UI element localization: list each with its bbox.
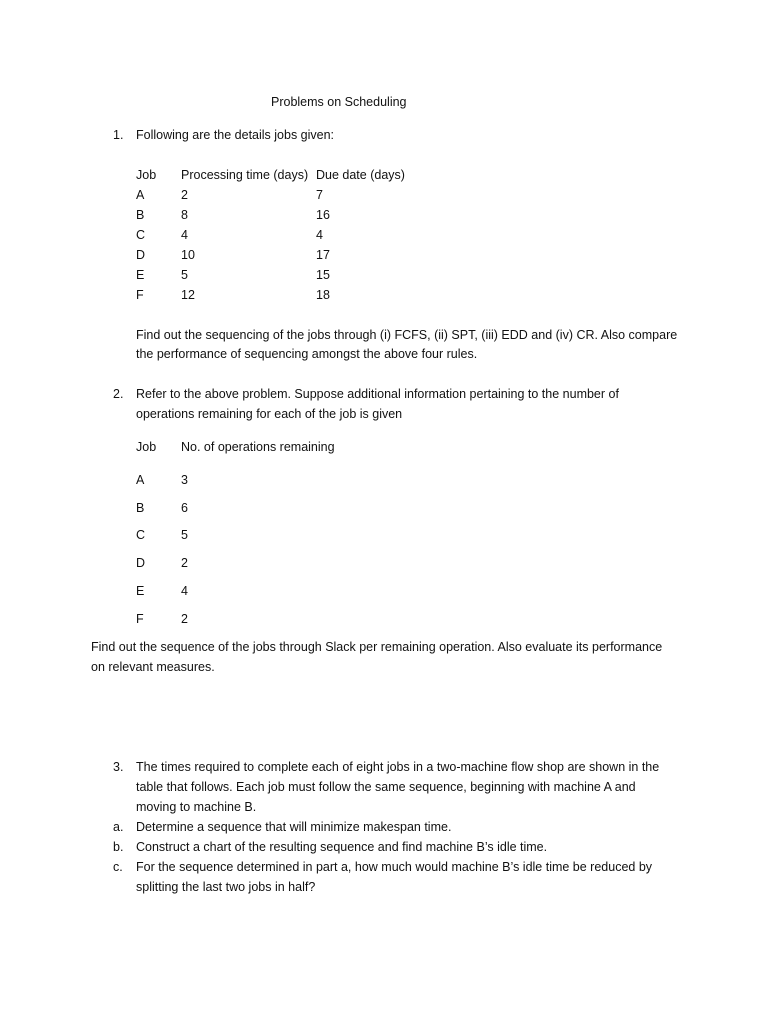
q2-text-line-2: operations remaining for each of the job is given <box>136 407 403 421</box>
q2-text-line-1: Refer to the above problem. Suppose additional information pertaining to the number of <box>136 387 619 401</box>
q2-operations-cell: 4 <box>181 584 188 598</box>
q1-instruction-line-2: the performance of sequencing amongst the above four rules. <box>136 347 478 361</box>
q1-job-cell: C <box>136 228 146 242</box>
q2-operations-cell: 2 <box>181 556 188 570</box>
q2-instruction-line-2: on relevant measures. <box>91 660 215 674</box>
q1-processing-cell: 10 <box>181 248 195 262</box>
q1-header-processing: Processing time (days) <box>181 168 309 182</box>
q1-due-cell: 7 <box>316 188 323 202</box>
q1-processing-cell: 4 <box>181 228 188 242</box>
q2-operations-cell: 5 <box>181 528 188 542</box>
page-title: Problems on Scheduling <box>271 95 407 109</box>
q2-job-cell: F <box>136 612 144 626</box>
q3-text-line-3: moving to machine B. <box>136 800 257 814</box>
q1-job-cell: E <box>136 268 145 282</box>
q1-number: 1. <box>113 128 124 142</box>
q2-operations-cell: 3 <box>181 473 188 487</box>
q2-operations-cell: 2 <box>181 612 188 626</box>
q1-text: Following are the details jobs given: <box>136 128 335 142</box>
q1-due-cell: 18 <box>316 288 330 302</box>
q1-header-due: Due date (days) <box>316 168 405 182</box>
q2-header-job: Job <box>136 440 157 454</box>
q1-processing-cell: 2 <box>181 188 188 202</box>
q1-due-cell: 15 <box>316 268 330 282</box>
q1-due-cell: 16 <box>316 208 330 222</box>
q2-number: 2. <box>113 387 124 401</box>
q3-part-c-text-line-1: For the sequence determined in part a, how much would machine B’s idle time be reduced by <box>136 860 653 874</box>
q3-text-line-2: table that follows. Each job must follow the same sequence, beginning with machine A and <box>136 780 636 794</box>
q2-header-operations: No. of operations remaining <box>181 440 335 454</box>
q2-job-cell: D <box>136 556 146 570</box>
q3-part-c-text-line-2: splitting the last two jobs in half? <box>136 880 316 894</box>
q3-part-b-label: b. <box>113 840 124 854</box>
q1-header-job: Job <box>136 168 157 182</box>
q1-instruction-line-1: Find out the sequencing of the jobs through (i) FCFS, (ii) SPT, (iii) EDD and (iv) CR. Also compare <box>136 328 678 342</box>
q1-processing-cell: 5 <box>181 268 188 282</box>
q2-job-cell: E <box>136 584 145 598</box>
q1-due-cell: 17 <box>316 248 330 262</box>
q2-job-cell: B <box>136 501 145 515</box>
q3-part-a-text: Determine a sequence that will minimize makespan time. <box>136 820 452 834</box>
q2-instruction-line-1: Find out the sequence of the jobs through Slack per remaining operation. Also evaluate its performance <box>91 640 663 654</box>
q1-processing-cell: 12 <box>181 288 195 302</box>
q3-text-line-1: The times required to complete each of eight jobs in a two-machine flow shop are shown in the <box>136 760 660 774</box>
q1-job-cell: A <box>136 188 145 202</box>
q3-part-c-label: c. <box>113 860 123 874</box>
q1-job-cell: F <box>136 288 144 302</box>
q1-job-cell: B <box>136 208 145 222</box>
q1-job-cell: D <box>136 248 146 262</box>
q2-operations-cell: 6 <box>181 501 188 515</box>
q3-part-a-label: a. <box>113 820 124 834</box>
q2-job-cell: C <box>136 528 146 542</box>
q3-part-b-text: Construct a chart of the resulting sequence and find machine B’s idle time. <box>136 840 548 854</box>
q3-number: 3. <box>113 760 124 774</box>
q2-job-cell: A <box>136 473 145 487</box>
q1-processing-cell: 8 <box>181 208 188 222</box>
q1-due-cell: 4 <box>316 228 323 242</box>
